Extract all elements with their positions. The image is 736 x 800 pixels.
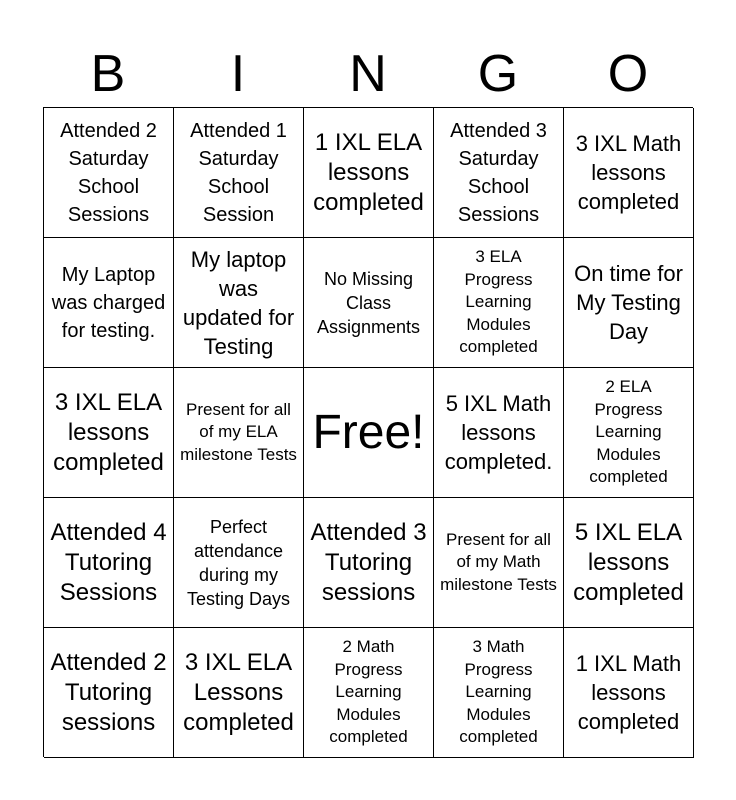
bingo-cell-r1c3 [304, 108, 434, 238]
cell-text: Attended 2 Saturday School Sessions [60, 119, 157, 226]
bingo-cell-r1c5 [564, 108, 694, 238]
cell-text: 5 IXL ELA lessons completed [573, 518, 684, 606]
header-letter-i: I [230, 45, 246, 103]
cell-text: Perfect attendance during my Testing Days [186, 516, 291, 609]
bingo-cell-r4c2 [174, 498, 304, 628]
bingo-cell-r2c4 [434, 238, 564, 368]
bingo-cell-r5c2 [174, 628, 304, 758]
bingo-cell-r1c1 [44, 108, 174, 238]
bingo-cell-r2c1 [44, 238, 174, 368]
cell-text: 1 IXL Math lessons completed [575, 651, 682, 734]
cell-text: 5 IXL Math lessons completed. [444, 391, 553, 474]
bingo-cell-r1c2 [174, 108, 304, 238]
cell-text: 3 IXL ELA Lessons completed [183, 648, 294, 736]
bingo-cell-r1c4 [434, 108, 564, 238]
bingo-cell-r4c5 [564, 498, 694, 628]
bingo-cell-r4c3 [304, 498, 434, 628]
bingo-cell-r3c2 [174, 368, 304, 498]
bingo-header [43, 40, 693, 108]
free-space-text: Free! [312, 405, 425, 459]
bingo-cell-r4c4 [434, 498, 564, 628]
bingo-cell-r3c4 [434, 368, 564, 498]
bingo-cell-r3c5 [564, 368, 694, 498]
bingo-cell-r3c1 [44, 368, 174, 498]
cell-text: My laptop was updated for Testing [182, 246, 295, 359]
header-letter-o: O [607, 45, 649, 103]
cell-text: 3 IXL Math lessons completed [575, 131, 682, 214]
cell-text: Attended 3 Saturday School Sessions [450, 119, 547, 226]
cell-text: 3 IXL ELA lessons completed [53, 388, 164, 476]
cell-text: Attended 2 Tutoring sessions [50, 648, 167, 736]
bingo-cell-r2c5 [564, 238, 694, 368]
bingo-cell-r5c1 [44, 628, 174, 758]
cell-text: Attended 1 Saturday School Session [190, 119, 287, 226]
bingo-cell-r2c3 [304, 238, 434, 368]
cell-text: Attended 3 Tutoring sessions [310, 518, 427, 606]
cell-text: My Laptop was charged for testing. [51, 263, 166, 342]
cell-text: Present for all of my Math milestone Tests [440, 529, 557, 594]
cell-text: 1 IXL ELA lessons completed [313, 128, 424, 216]
header-letter-g: G [477, 45, 519, 103]
bingo-cell-r5c4 [434, 628, 564, 758]
bingo-cell-r2c2 [174, 238, 304, 368]
cell-text: No Missing Class Assignments [316, 268, 421, 337]
cell-text: 3 ELA Progress Learning Modules completed [459, 247, 538, 357]
bingo-cell-r4c1 [44, 498, 174, 628]
cell-text: 3 Math Progress Learning Modules completed [459, 637, 538, 747]
header-letter-b: B [90, 45, 126, 103]
cell-text: Attended 4 Tutoring Sessions [50, 518, 167, 606]
bingo-grid [43, 107, 693, 757]
bingo-cell-free [304, 368, 434, 498]
cell-text: 2 Math Progress Learning Modules completed [329, 637, 408, 747]
bingo-cell-r5c3 [304, 628, 434, 758]
cell-text: On time for My Testing Day [574, 261, 683, 344]
bingo-cell-r5c5 [564, 628, 694, 758]
cell-text: Present for all of my ELA milestone Tests [180, 399, 297, 464]
cell-text: 2 ELA Progress Learning Modules completed [589, 377, 668, 487]
header-letter-n: N [349, 45, 387, 103]
